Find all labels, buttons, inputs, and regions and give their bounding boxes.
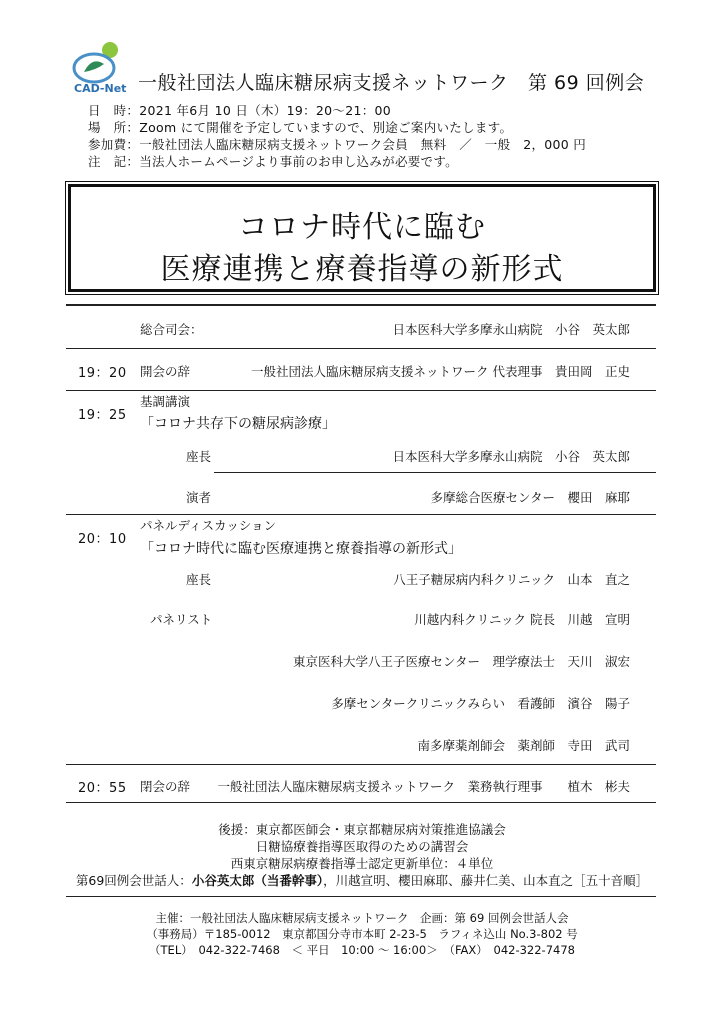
info-note: 注 記：当法人ホームページより事前のお申し込みが必要です。: [88, 154, 458, 169]
credit-note: 西東京糖尿病療養指導士認定更新単位：４単位: [230, 856, 494, 871]
panel-time: 20：10: [78, 532, 127, 547]
keynote-title: 「コロナ共存下の糖尿病診療」: [140, 416, 336, 432]
organizers-lead: 小谷英太郎（当番幹事）: [191, 873, 324, 888]
divider: [66, 802, 656, 803]
footer-office: （事務局）〒185-0012 東京都国分寺市本町 2-23-5 ラフィネ込山 No.3-802 号: [146, 927, 578, 941]
panelist: 南多摩薬剤師会 薬剤師 寺田 武司: [417, 738, 630, 753]
panelist: 多摩センタークリニックみらい 看護師 濱谷 陽子: [331, 696, 630, 711]
panel-title: 「コロナ時代に臨む医療連携と療養指導の新形式」: [140, 541, 462, 557]
panel-chair: 八王子糖尿病内科クリニック 山本 直之: [393, 572, 630, 587]
mc-name: 日本医科大学多摩永山病院 小谷 英太郎: [392, 322, 630, 337]
cad-net-logo: [70, 38, 132, 94]
panelist: 川越内科クリニック 院長 川越 宣明: [414, 612, 630, 627]
divider: [214, 472, 656, 473]
panelist-label: パネリスト: [150, 612, 213, 627]
info-fee: 参加費：一般社団法人臨床糖尿病支援ネットワーク会員 無料 ／ 一般 2，000 円: [88, 137, 587, 152]
support-note: 後援：東京都医師会・東京都糖尿病対策推進協議会: [218, 822, 506, 837]
divider: [66, 896, 656, 897]
info-date: 日 時：2021 年6月 10 日（木）19：20～21：00: [88, 103, 392, 118]
divider: [66, 514, 656, 515]
divider: [66, 304, 656, 306]
main-title-line2: 医療連携と療養指導の新形式: [160, 252, 564, 287]
opening-label: 開会の辞: [140, 364, 191, 379]
info-place: 場 所：Zoom にて開催を予定していますので、別途ご案内いたします。: [88, 120, 513, 135]
course-note: 日糖協療養指導医取得のための講習会: [255, 839, 469, 854]
closing-label: 閉会の辞: [140, 779, 191, 794]
footer-contact: （TEL） 042-322-7468 ＜ 平日 10:00 ～ 16:00＞ （FAX） 042-322-7478: [149, 943, 575, 957]
keynote-chair-label: 座長: [186, 449, 212, 464]
divider: [66, 390, 656, 391]
opening-speaker: 一般社団法人臨床糖尿病支援ネットワーク 代表理事 貴田岡 正史: [251, 364, 630, 379]
mc-label: 総合司会：: [140, 322, 203, 337]
organizers-rest: ，川越宣明、櫻田麻耶、藤井仁美、山本直之［五十音順］: [323, 873, 649, 888]
footer-sponsor: 主催：一般社団法人臨床糖尿病支援ネットワーク 企画：第 69 回例会世話人会: [155, 911, 569, 925]
opening-time: 19：20: [78, 366, 127, 381]
panelist: 東京医科大学八王子医療センター 理学療法士 天川 淑宏: [292, 654, 630, 669]
keynote-speaker-label: 演者: [186, 490, 212, 505]
panel-chair-label: 座長: [186, 572, 212, 587]
event-title: 一般社団法人臨床糖尿病支援ネットワーク 第 69 回例会: [138, 72, 645, 94]
keynote-chair: 日本医科大学多摩永山病院 小谷 英太郎: [392, 449, 630, 464]
closing-speaker: 一般社団法人臨床糖尿病支援ネットワーク 業務執行理事 植木 彬夫: [217, 779, 630, 794]
organizers-prefix: 第69回例会世話人：: [75, 873, 192, 888]
organizers-note: [0, 871, 724, 889]
main-title-line1: コロナ時代に臨む: [238, 210, 486, 245]
keynote-time: 19：25: [78, 408, 127, 423]
divider: [66, 348, 656, 349]
keynote-label: 基調講演: [140, 394, 191, 409]
panel-label: パネルディスカッション: [140, 518, 277, 533]
divider: [66, 764, 656, 765]
keynote-speaker: 多摩総合医療センター 櫻田 麻耶: [430, 490, 630, 505]
closing-time: 20：55: [78, 781, 127, 796]
logo-text: CAD-Net: [74, 82, 127, 94]
